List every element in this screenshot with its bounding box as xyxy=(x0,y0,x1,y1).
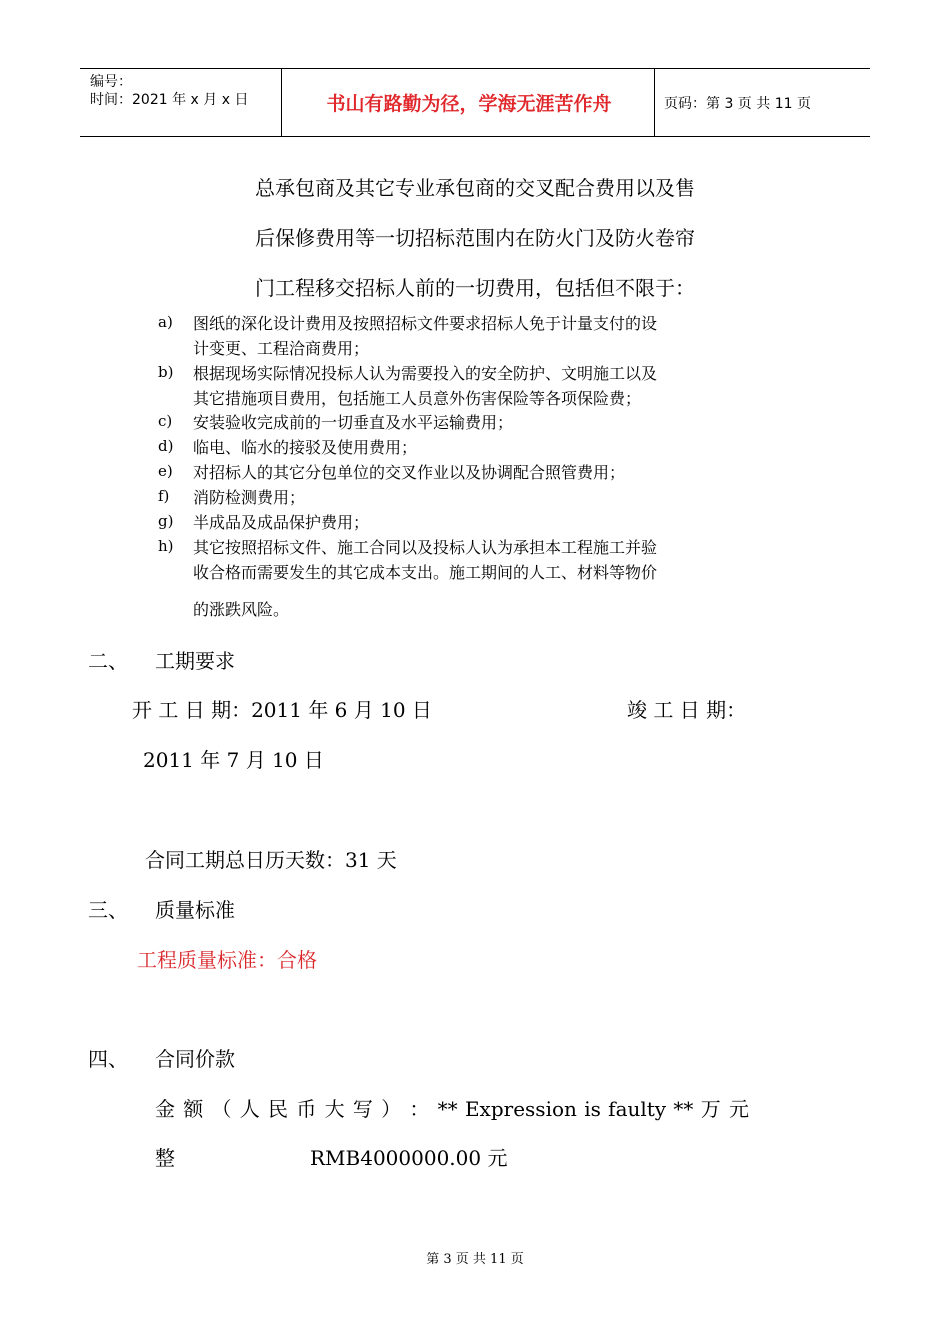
header-divider xyxy=(281,69,282,136)
list-item: 其它措施项目费用，包括施工人员意外伤害保险等各项保险费； xyxy=(193,389,642,408)
contract-duration: 合同工期总日历天数：31 天 xyxy=(145,848,397,872)
page-header xyxy=(80,68,870,137)
list-item: 收合格而需要发生的其它成本支出。施工期间的人工、材料等物价 xyxy=(193,563,658,582)
rmb-amount: RMB4000000.00 元 xyxy=(310,1146,508,1170)
time-label: 时间：2021 年 x 月 x 日 xyxy=(90,92,249,108)
start-date: 开 工 日 期：2011 年 6 月 10 日 xyxy=(132,698,432,722)
intro-line: 后保修费用等一切招标范围内在防火门及防火卷帘 xyxy=(255,226,695,250)
page-footer: 第 3 页 共 11 页 xyxy=(426,1252,524,1267)
section-number: 二、 xyxy=(88,649,128,673)
serial-label: 编号： xyxy=(90,74,132,90)
header-motto: 书山有路勤为径，学海无涯苦作舟 xyxy=(326,93,612,115)
list-item-label: c) xyxy=(158,412,173,430)
list-item-label: d) xyxy=(158,437,174,455)
list-tail: 的涨跌风险。 xyxy=(193,600,290,619)
list-item-label: h) xyxy=(158,537,174,555)
list-item: 临电、临水的接驳及使用费用； xyxy=(193,438,418,457)
header-meta xyxy=(90,73,248,109)
end-date-label: 竣 工 日 期： xyxy=(627,698,747,722)
list-item: 半成品及成品保护费用； xyxy=(193,513,370,532)
header-divider xyxy=(654,69,655,136)
list-item-label: g) xyxy=(158,512,174,530)
section-title: 合同价款 xyxy=(155,1047,235,1071)
list-item: 消防检测费用； xyxy=(193,488,306,507)
header-page-info: 页码：第 3 页 共 11 页 xyxy=(664,95,811,112)
list-item: 其它按照招标文件、施工合同以及投标人认为承担本工程施工并验 xyxy=(193,538,658,557)
quality-standard: 工程质量标准：合格 xyxy=(137,948,317,972)
list-item: 根据现场实际情况投标人认为需要投入的安全防护、文明施工以及 xyxy=(193,364,658,383)
contract-amount: 金 额 （ 人 民 币 大 写 ） ： ** Expression is faulty ** 万 元 xyxy=(155,1097,749,1121)
list-item-label: a) xyxy=(158,313,173,331)
end-date: 2011 年 7 月 10 日 xyxy=(143,748,324,772)
list-item: 安装验收完成前的一切垂直及水平运输费用； xyxy=(193,413,514,432)
list-item-label: e) xyxy=(158,462,173,480)
list-item: 计变更、工程洽商费用； xyxy=(193,339,370,358)
section-title: 质量标准 xyxy=(155,898,235,922)
list-item: 图纸的深化设计费用及按照招标文件要求招标人免于计量支付的设 xyxy=(193,314,658,333)
list-item-label: f) xyxy=(158,487,170,505)
list-item: 对招标人的其它分包单位的交叉作业以及协调配合照管费用； xyxy=(193,463,626,482)
section-number: 三、 xyxy=(88,898,128,922)
section-number: 四、 xyxy=(88,1047,128,1071)
amount-suffix: 整 xyxy=(155,1146,175,1170)
intro-line: 总承包商及其它专业承包商的交叉配合费用以及售 xyxy=(255,176,695,200)
intro-line: 门工程移交招标人前的一切费用，包括但不限于： xyxy=(255,276,695,300)
list-item-label: b) xyxy=(158,363,174,381)
section-title: 工期要求 xyxy=(155,649,235,673)
